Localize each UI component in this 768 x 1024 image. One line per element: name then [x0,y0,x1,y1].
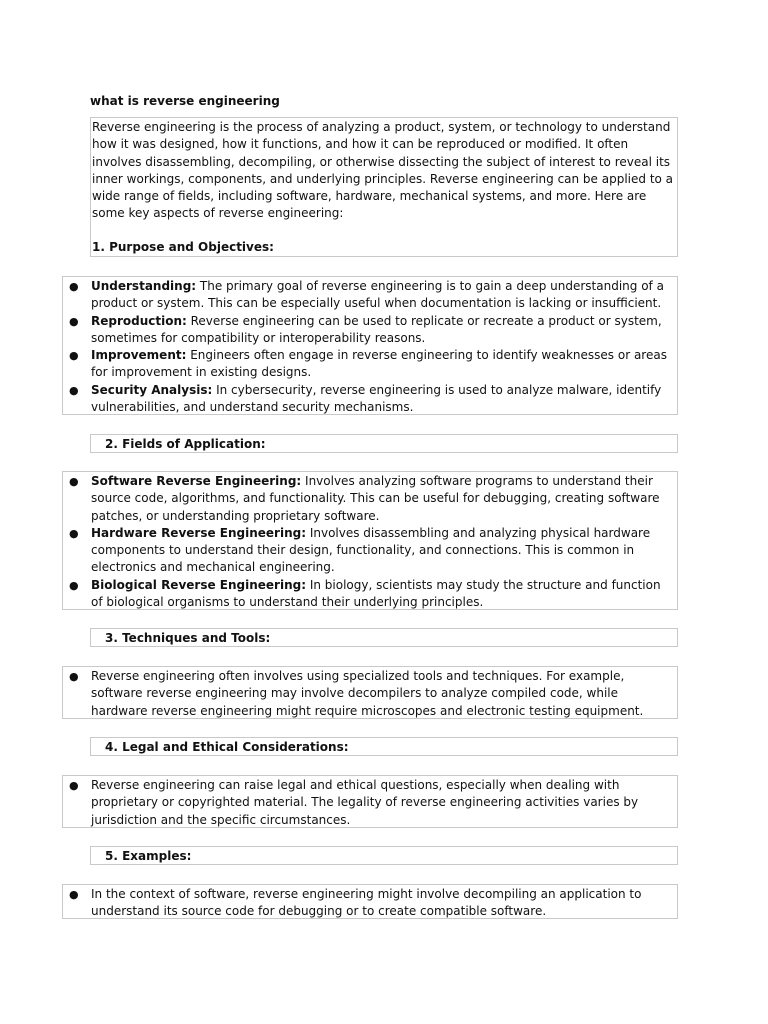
list-item [69,473,675,525]
section-heading-fields: 2. Fields of Application: [105,437,266,451]
intro-paragraph: Reverse engineering is the process of analyzing a product, system, or technology to understand how it was designed, how it functions, and how it can be reproduced or modified. It often involves disassembling, decompiling, or otherwise dissecting the subject of interest to reveal its inner workings, components, and underlying principles. Reverse engineering can be applied to a wide range of fields, including software, hardware, mechanical systems, and more. Here are some key aspects of reverse engineering: [92,120,674,221]
list-item-term: Software Reverse Engineering: [91,474,302,488]
section-heading-box-examples [90,846,678,865]
bullet-icon: ● [69,670,79,683]
list-item-text: Involves disassembling and analyzing physical hardware components to understand their design, functionality, and connections. This is common in electronics and mechanical engineering. [91,525,651,575]
document-title: what is reverse engineering [90,94,280,108]
list-item [69,313,675,348]
list-item-text: Reverse engineering often involves using specialized tools and techniques. For example, software reverse engineering may involve decompilers to analyze compiled code, while hardware reverse engineering might require microscopes and electronic testing equipment. [91,669,644,718]
section-heading-box-fields [90,434,678,453]
list-item-text: In the context of software, reverse engineering might involve decompiling an application to understand its source code for debugging or to create compatible software. [91,887,642,919]
list-item-term: Hardware Reverse Engineering: [91,525,307,540]
list-item-term: Reproduction: [91,313,187,328]
list-box-purpose [62,276,678,415]
list-item [69,668,675,720]
bullet-icon: ● [69,779,79,792]
list-item [69,777,675,829]
list-item [69,577,675,612]
list-item [69,382,675,417]
list-box-legal [62,775,678,828]
section-heading-box-techniques [90,628,678,647]
list-item-text: In cybersecurity, reverse engineering is used to analyze malware, identify vulnerabilities, and understand security mechanisms. [91,382,662,415]
bullet-icon: ● [69,578,79,592]
list-item-term: Security Analysis: [91,382,213,397]
bullet-icon: ● [69,314,79,328]
bullet-icon: ● [69,280,79,293]
list-item-text: Involves analyzing software programs to understand their source code, algorithms, and functionality. This can be useful for debugging, creating software patches, or understanding proprietary software. [91,474,660,523]
section-heading-techniques: 3. Techniques and Tools: [105,631,271,645]
bullet-icon: ● [69,526,79,540]
bullet-icon: ● [69,349,79,363]
section-heading-legal: 4. Legal and Ethical Considerations: [105,740,349,754]
section-heading-purpose: 1. Purpose and Objectives: [92,239,274,254]
list-item [69,278,675,313]
list-item-term: Improvement: [91,348,187,363]
list-item-text: The primary goal of reverse engineering is to gain a deep understanding of a product or system. This can be especially useful when documentation is lacking or insufficient. [91,279,664,311]
list-item-text: Reverse engineering can be used to replicate or recreate a product or system, sometimes for compatibility or interoperability reasons. [91,313,662,345]
list-item-text: Engineers often engage in reverse engineering to identify weaknesses or areas for improvement in existing designs. [91,348,667,380]
section-heading-box-legal [90,737,678,756]
list-item-term: Biological Reverse Engineering: [91,577,307,592]
list-box-fields [62,471,678,610]
list-item-text: Reverse engineering can raise legal and ethical questions, especially when dealing with proprietary or copyrighted material. The legality of reverse engineering activities varies by jurisdiction and the specific circumstances. [91,778,639,827]
list-item [69,347,675,382]
section-heading-examples: 5. Examples: [105,849,192,863]
intro-box [90,117,678,257]
bullet-icon: ● [69,475,79,488]
list-box-techniques [62,666,678,719]
bullet-icon: ● [69,888,79,901]
bullet-icon: ● [69,383,79,397]
list-item-term: Understanding: [91,279,197,293]
list-box-examples [62,884,678,919]
list-item [69,525,675,577]
list-item [69,886,675,921]
list-item-text: In biology, scientists may study the structure and function of biological organisms to understand their underlying principles. [91,577,661,610]
